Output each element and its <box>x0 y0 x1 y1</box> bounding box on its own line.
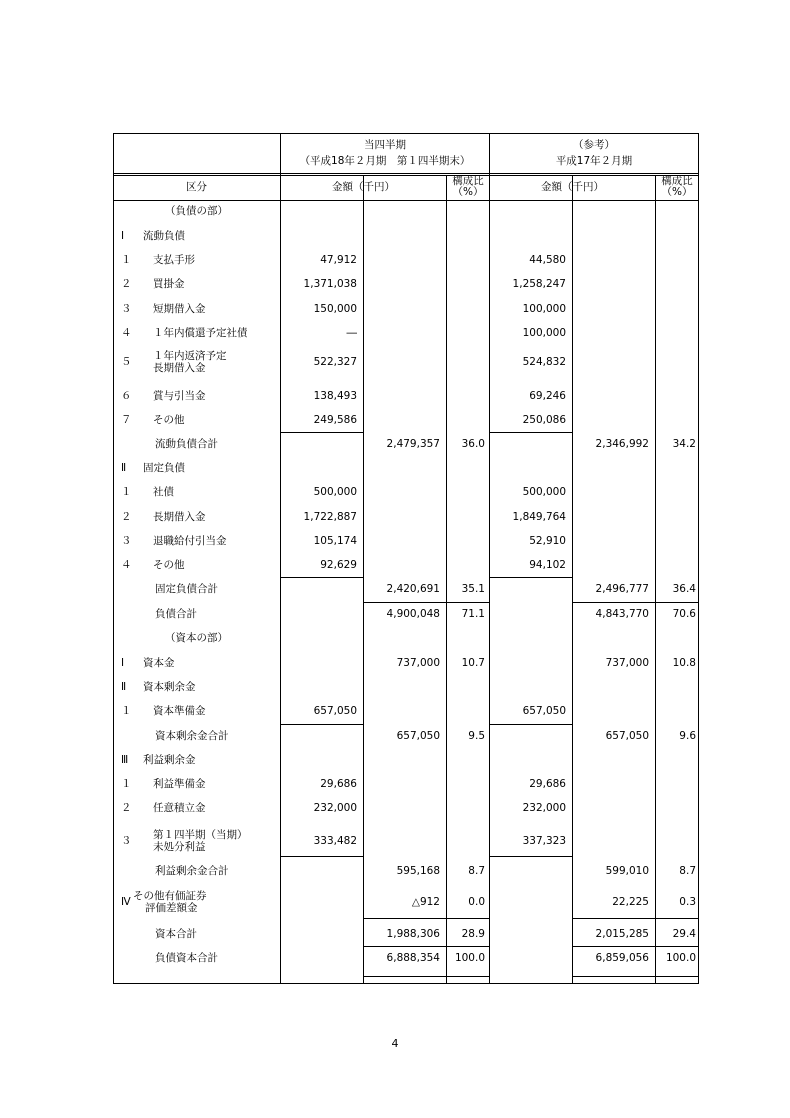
total-rule <box>363 602 489 603</box>
row-number: ３ <box>121 535 132 547</box>
amount-detail: 232,000 <box>313 802 357 814</box>
total-rule <box>572 602 698 603</box>
row-number: ２ <box>121 802 132 814</box>
row-label: 流動負債合計 <box>155 438 218 450</box>
header-bottom-border <box>113 200 699 201</box>
row-number: ３ <box>121 303 132 315</box>
ratio: 35.1 <box>461 583 485 595</box>
ratio: 8.7 <box>468 865 485 877</box>
header-divider-double <box>113 175 699 176</box>
row-label: 社債 <box>153 486 174 498</box>
row-number: ７ <box>121 414 132 426</box>
ref-ratio: 100.0 <box>665 952 696 964</box>
ref-amount-total: 737,000 <box>605 657 649 669</box>
row-label: 資本剰余金 <box>143 681 196 693</box>
current-period-title: 当四半期 <box>364 139 406 151</box>
ref-amount-detail: 69,246 <box>529 390 566 402</box>
row-label: 買掛金 <box>153 278 185 290</box>
row-label: 利益剰余金合計 <box>155 865 229 877</box>
column-header-ratio-unit: （%） <box>452 186 484 198</box>
column-header-amount: 金額（千円） <box>332 181 395 193</box>
grand-total-double-rule <box>363 976 489 977</box>
amount-detail: 1,722,887 <box>303 511 357 523</box>
row-label: 資本剰余金合計 <box>155 730 229 742</box>
ratio: 71.1 <box>461 608 485 620</box>
ref-amount-total: 2,346,992 <box>595 438 649 450</box>
row-label: 任意積立金 <box>153 802 206 814</box>
ref-amount-detail: 29,686 <box>529 778 566 790</box>
ref-ratio: 36.4 <box>672 583 696 595</box>
total-rule <box>363 946 489 947</box>
row-number: Ⅰ <box>121 657 125 669</box>
row-number: Ⅰ <box>121 230 125 242</box>
ref-ratio: 29.4 <box>672 928 696 940</box>
row-label: 固定負債 <box>143 462 185 474</box>
column-header-section: 区分 <box>186 181 207 193</box>
col-divider-ratio <box>446 175 447 983</box>
amount-total: 6,888,354 <box>386 952 440 964</box>
current-period-date: （平成18年２月期 第１四半期末） <box>299 155 471 167</box>
row-number: １ <box>121 486 132 498</box>
amount-total: △912 <box>411 896 440 908</box>
ratio: 10.7 <box>461 657 485 669</box>
amount-detail: 105,174 <box>313 535 357 547</box>
amount-detail: 1,371,038 <box>303 278 357 290</box>
row-number: ２ <box>121 278 132 290</box>
ref-amount-total: 657,050 <box>605 730 649 742</box>
ratio: 28.9 <box>461 928 485 940</box>
total-rule <box>572 946 698 947</box>
row-label: 資本準備金 <box>153 705 206 717</box>
table-left-border <box>113 133 114 983</box>
row-label: （資本の部） <box>165 632 228 644</box>
subtotal-rule <box>489 432 572 433</box>
subtotal-rule <box>489 856 572 857</box>
row-number: ２ <box>121 511 132 523</box>
ref-amount-detail: 1,258,247 <box>512 278 566 290</box>
row-number: １ <box>121 778 132 790</box>
row-number: ５ <box>121 356 132 368</box>
column-header-ratio: 構成比 <box>452 175 484 187</box>
amount-total: 2,479,357 <box>386 438 440 450</box>
row-label: 資本金 <box>143 657 175 669</box>
amount-column-divider <box>363 200 364 983</box>
ratio: 100.0 <box>454 952 485 964</box>
ref-amount-detail: 100,000 <box>522 327 566 339</box>
amount-detail: 150,000 <box>313 303 357 315</box>
amount-total: 1,988,306 <box>386 928 440 940</box>
ref-amount-total: 6,859,056 <box>595 952 649 964</box>
column-header-ref-ratio-unit: （%） <box>661 186 693 198</box>
ratio: 0.0 <box>468 896 485 908</box>
ratio: 36.0 <box>461 438 485 450</box>
amount-total: 4,900,048 <box>386 608 440 620</box>
column-header-ref-amount: 金額（千円） <box>541 181 604 193</box>
ref-ratio: 8.7 <box>679 865 696 877</box>
ref-ratio: 34.2 <box>672 438 696 450</box>
row-number: Ⅱ <box>121 462 127 474</box>
ref-amount-detail: 232,000 <box>522 802 566 814</box>
ref-amount-detail: 94,102 <box>529 559 566 571</box>
amount-detail: 333,482 <box>313 835 357 847</box>
column-header-ref-ratio: 構成比 <box>661 175 693 187</box>
table-bottom-border <box>113 983 699 984</box>
row-number: １ <box>121 705 132 717</box>
balance-sheet-table <box>113 133 699 983</box>
ref-amount-total: 22,225 <box>612 896 649 908</box>
ref-amount-detail: 1,849,764 <box>512 511 566 523</box>
total-rule <box>572 918 698 919</box>
row-number: Ⅲ <box>121 754 129 766</box>
row-label: その他 <box>153 559 185 571</box>
ratio: 9.5 <box>468 730 485 742</box>
ref-amount-detail: 337,323 <box>522 835 566 847</box>
ref-amount-detail: 100,000 <box>522 303 566 315</box>
row-label: 賞与引当金 <box>153 390 206 402</box>
amount-total: 595,168 <box>396 865 440 877</box>
row-number: ６ <box>121 390 132 402</box>
amount-total: 2,420,691 <box>386 583 440 595</box>
row-label: その他有価証券 <box>133 890 207 902</box>
amount-detail: 500,000 <box>313 486 357 498</box>
amount-detail: 92,629 <box>320 559 357 571</box>
ref-ratio: 70.6 <box>672 608 696 620</box>
subtotal-rule <box>280 856 363 857</box>
row-label: 退職給付引当金 <box>153 535 227 547</box>
table-top-border <box>113 133 699 134</box>
amount-detail: 47,912 <box>320 254 357 266</box>
row-number: Ⅳ <box>121 896 131 908</box>
table-right-border <box>698 133 699 983</box>
ref-ratio: 10.8 <box>672 657 696 669</box>
amount-detail: 138,493 <box>313 390 357 402</box>
ref-amount-detail: 524,832 <box>522 356 566 368</box>
subtotal-rule <box>280 432 363 433</box>
amount-total: 657,050 <box>396 730 440 742</box>
amount-detail: 657,050 <box>313 705 357 717</box>
ref-amount-detail: 657,050 <box>522 705 566 717</box>
row-label: （負債の部） <box>165 205 228 217</box>
row-number: ３ <box>121 835 132 847</box>
amount-detail: 29,686 <box>320 778 357 790</box>
row-label: １年内償還予定社債 <box>153 327 248 339</box>
subtotal-rule <box>280 724 363 725</box>
amount-detail: ― <box>346 327 357 339</box>
row-label: 資本合計 <box>155 928 197 940</box>
ref-ratio: 9.6 <box>679 730 696 742</box>
row-label: 利益準備金 <box>153 778 206 790</box>
row-label: 負債合計 <box>155 608 197 620</box>
row-number: ４ <box>121 327 132 339</box>
amount-detail: 249,586 <box>313 414 357 426</box>
row-label: 負債資本合計 <box>155 952 218 964</box>
row-label-line2: 評価差額金 <box>145 902 198 914</box>
row-label: その他 <box>153 414 185 426</box>
amount-total: 737,000 <box>396 657 440 669</box>
ref-amount-total: 599,010 <box>605 865 649 877</box>
subtotal-rule <box>489 577 572 578</box>
row-label: 利益剰余金 <box>143 754 196 766</box>
ref-amount-detail: 52,910 <box>529 535 566 547</box>
row-label: 長期借入金 <box>153 511 206 523</box>
subtotal-rule <box>280 577 363 578</box>
grand-total-double-rule <box>572 976 698 977</box>
row-number: １ <box>121 254 132 266</box>
row-label-line2: 未処分利益 <box>153 841 206 853</box>
subtotal-rule <box>489 724 572 725</box>
row-label: １年内返済予定 <box>153 350 227 362</box>
row-label: 短期借入金 <box>153 303 206 315</box>
row-label: 第１四半期（当期） <box>153 829 248 841</box>
row-number: Ⅱ <box>121 681 127 693</box>
amount-detail: 522,327 <box>313 356 357 368</box>
row-number: ４ <box>121 559 132 571</box>
reference-period: 平成17年２月期 <box>555 155 633 167</box>
header-divider <box>113 173 699 174</box>
row-label: 支払手形 <box>153 254 195 266</box>
ref-amount-total: 2,015,285 <box>595 928 649 940</box>
reference-title: （参考） <box>573 139 615 151</box>
ref-ratio: 0.3 <box>679 896 696 908</box>
col-divider-ref-ratio <box>655 175 656 983</box>
ref-amount-detail: 500,000 <box>522 486 566 498</box>
ref-amount-total: 4,843,770 <box>595 608 649 620</box>
row-label: 流動負債 <box>143 230 185 242</box>
total-rule <box>363 918 489 919</box>
ref-amount-total: 2,496,777 <box>595 583 649 595</box>
row-label: 固定負債合計 <box>155 583 218 595</box>
ref-amount-detail: 44,580 <box>529 254 566 266</box>
page-number: 4 <box>391 1037 399 1050</box>
amount-column-divider <box>572 200 573 983</box>
row-label-line2: 長期借入金 <box>153 362 206 374</box>
ref-amount-detail: 250,086 <box>522 414 566 426</box>
